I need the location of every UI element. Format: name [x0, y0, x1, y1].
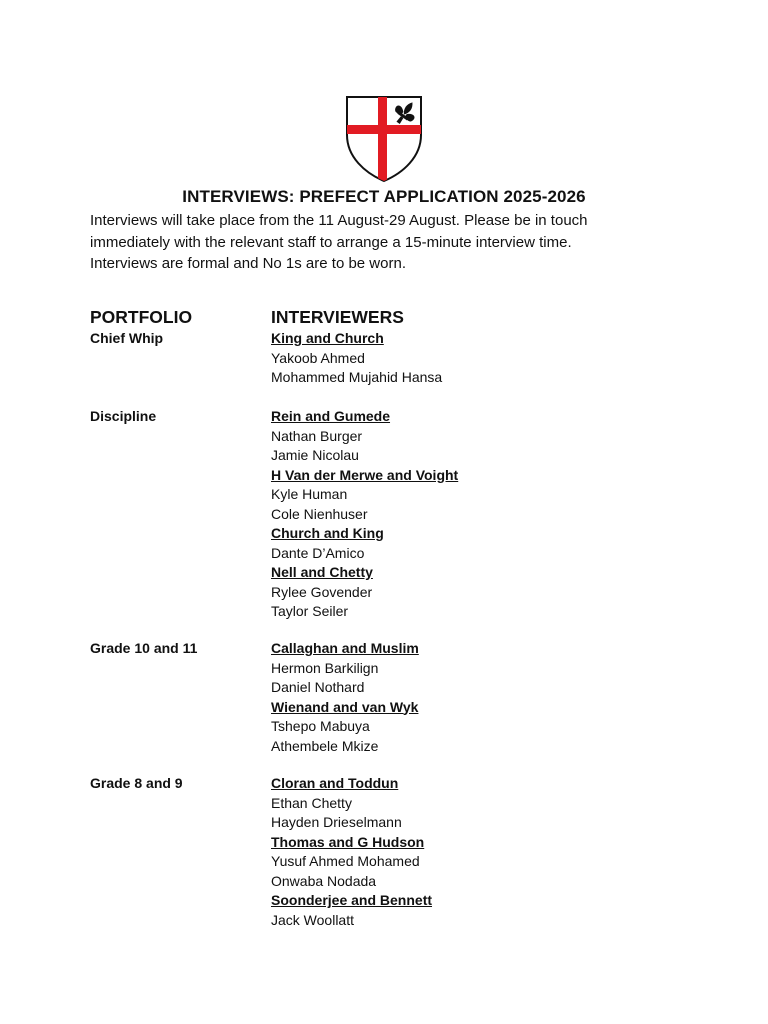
interviewer-pair: Thomas and G Hudson: [271, 833, 425, 850]
candidate-name: Tshepo Mabuya: [271, 718, 370, 734]
intro-line: immediately with the relevant staff to arrange a 15-minute interview time.: [90, 233, 572, 251]
portfolio-name: Chief Whip: [90, 330, 164, 346]
candidate-name: Daniel Nothard: [271, 679, 365, 695]
interviewer-pair: Callaghan and Muslim: [271, 640, 419, 656]
interviewer-pair: Cloran and Toddun: [271, 775, 399, 791]
intro-paragraph: [90, 210, 690, 275]
candidate-name: Onwaba Nodada: [271, 872, 377, 889]
intro-line: Interviews are formal and No 1s are to be worn.: [90, 255, 406, 272]
candidate-name: Rylee Govender: [271, 583, 373, 600]
interviewer-pair: Rein and Gumede: [271, 408, 391, 424]
interviewer-group: [271, 774, 432, 930]
interviewer-pair: King and Church: [271, 330, 384, 346]
intro-line: Interviews will take place from the 11 August-29 August. Please be in touch: [90, 212, 588, 229]
interviewer-group: [271, 639, 419, 756]
candidate-name: Ethan Chetty: [271, 794, 352, 811]
candidate-name: Hermon Barkilign: [271, 659, 379, 676]
candidate-name: Kyle Human: [271, 486, 348, 502]
portfolio-name: Grade 8 and 9: [90, 775, 183, 791]
interviewer-pair: Church and King: [271, 525, 384, 541]
candidate-name: Mohammed Mujahid Hansa: [271, 369, 443, 385]
candidate-name: Hayden Drieselmann: [271, 814, 402, 830]
portfolio-name: Grade 10 and 11: [90, 640, 198, 656]
candidate-name: Dante D’Amico: [271, 544, 365, 561]
candidate-name: Athembele Mkize: [271, 737, 379, 754]
candidate-name: Jack Woollatt: [271, 911, 354, 928]
candidate-name: Yakoob Ahmed: [271, 349, 365, 366]
candidate-name: Jamie Nicolau: [271, 447, 359, 463]
portfolio-name: Discipline: [90, 408, 157, 424]
interviewer-pair: Soonderjee and Bennett: [271, 892, 433, 908]
school-crest-icon: [345, 95, 423, 183]
portfolio-column-header: PORTFOLIO: [90, 307, 193, 327]
interviewer-pair: Nell and Chetty: [271, 564, 373, 580]
interviewer-group: [271, 329, 442, 388]
interviewer-pair: H Van der Merwe and Voight: [271, 466, 459, 483]
interviewers-column-header: INTERVIEWERS: [271, 307, 404, 327]
candidate-name: Yusuf Ahmed Mohamed: [271, 853, 420, 869]
candidate-name: Taylor Seiler: [271, 603, 349, 619]
page-title: INTERVIEWS: PREFECT APPLICATION 2025-2026: [182, 187, 586, 206]
interviewer-pair: Wienand and van Wyk: [271, 698, 419, 715]
candidate-name: Nathan Burger: [271, 427, 363, 444]
interviewer-group: [271, 407, 458, 622]
candidate-name: Cole Nienhuser: [271, 505, 368, 522]
